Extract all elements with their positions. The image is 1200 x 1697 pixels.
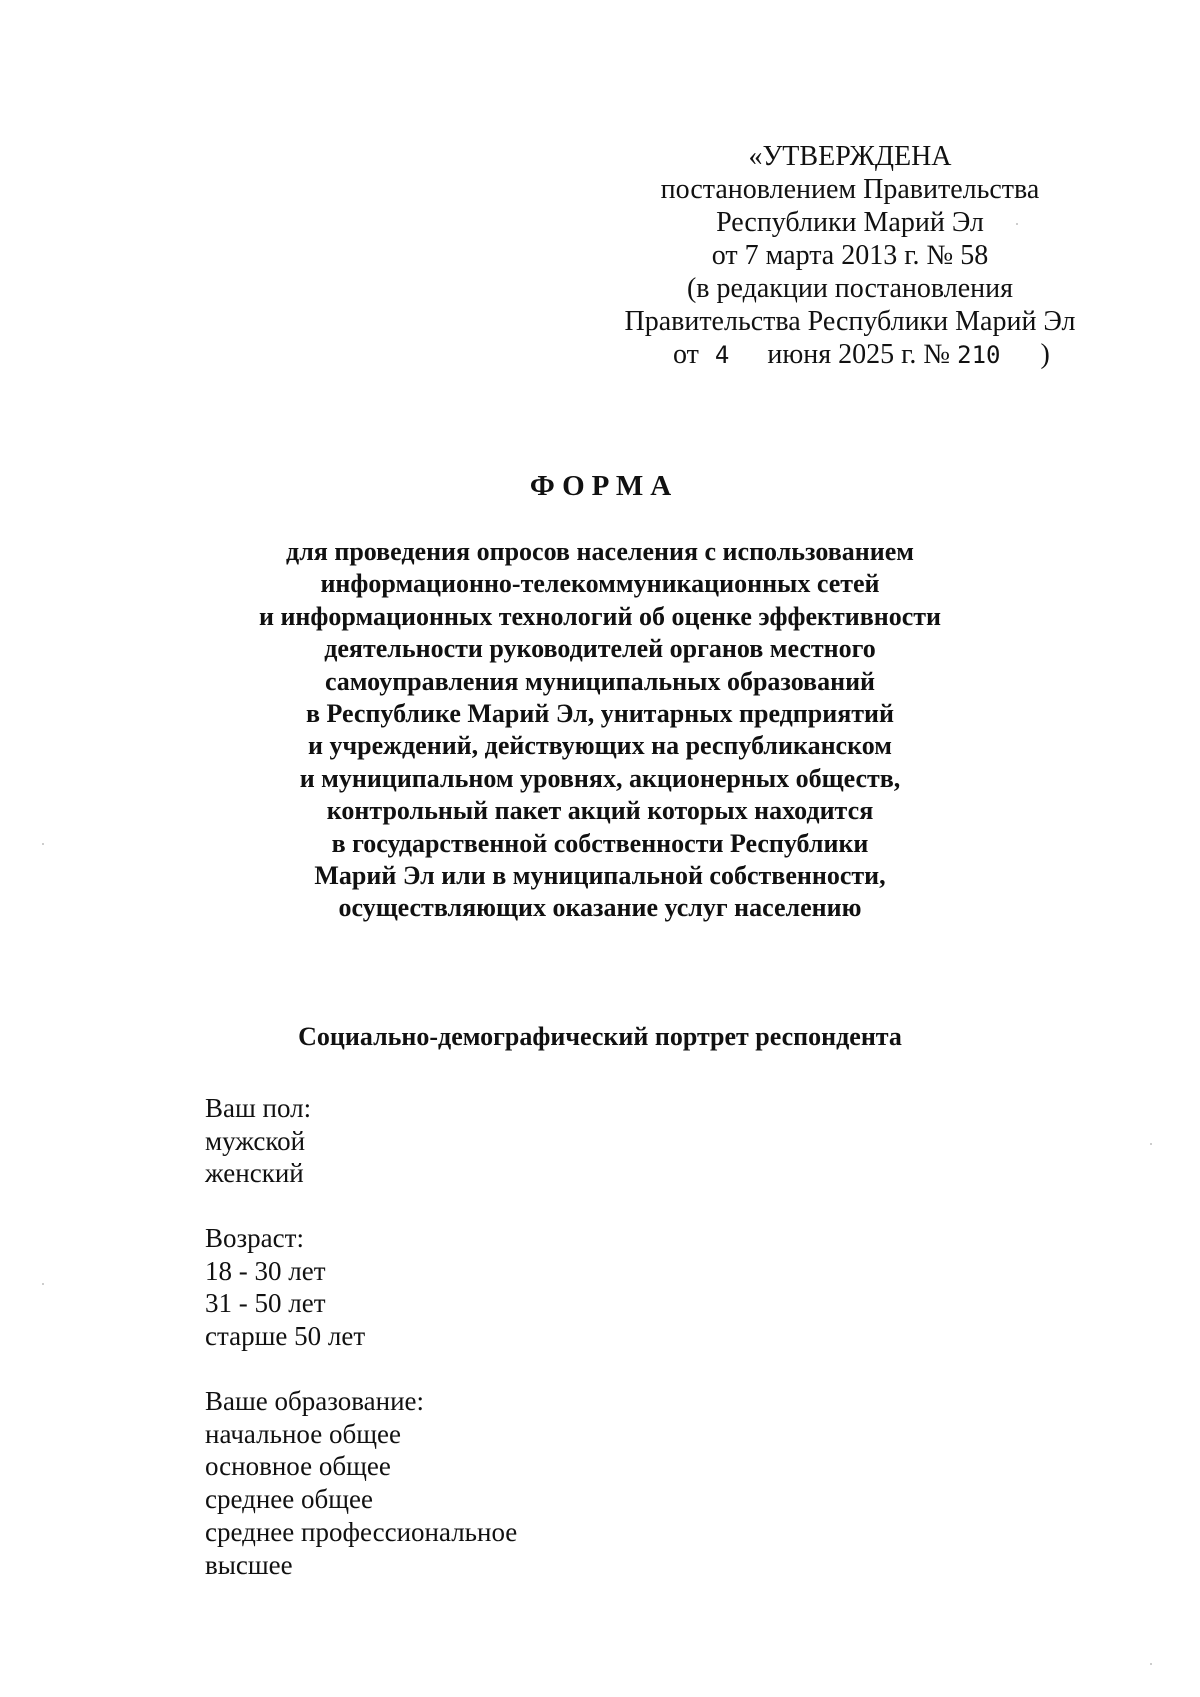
approval-stamp-block: [600, 140, 1100, 372]
subtitle-line: в Республике Марий Эл, унитарных предприятий: [305, 699, 895, 729]
subtitle-line: в государственной собственности Республики: [331, 828, 869, 858]
answer-option: основное общее: [205, 1451, 391, 1482]
subtitle-line: деятельности руководителей органов местного: [324, 634, 876, 664]
approval-line: «УТВЕРЖДЕНА: [748, 141, 952, 172]
scan-speck: [42, 1283, 44, 1285]
answer-option: женский: [205, 1158, 304, 1189]
question-age: [205, 1222, 365, 1353]
subtitle-line: и учреждений, действующих на республиканском: [308, 731, 892, 761]
section-heading: Социально-демографический портрет респондента: [298, 1022, 902, 1051]
approval-line: постановлением Правительства: [660, 174, 1040, 205]
answer-option: начальное общее: [205, 1418, 401, 1449]
approval-line: от 7 марта 2013 г. № 58: [711, 240, 989, 271]
scan-speck: [1150, 1143, 1152, 1145]
subtitle-line: и муниципальном уровнях, акционерных обществ,: [299, 763, 901, 793]
form-subtitle: [150, 536, 1050, 925]
question-label: Ваше образование:: [205, 1386, 425, 1416]
scan-speck: [42, 843, 44, 845]
subtitle-line: для проведения опросов населения с использованием: [286, 537, 914, 566]
scan-speck: [1150, 1663, 1152, 1665]
subtitle-line: и информационных технологий об оценке эффективности: [258, 601, 942, 631]
answer-option: старше 50 лет: [205, 1321, 366, 1352]
question-education: [205, 1385, 517, 1581]
approval-line: Республики Марий Эл: [716, 207, 984, 238]
question-label: Ваш пол:: [205, 1093, 312, 1123]
answer-option: 31 - 50 лет: [205, 1288, 326, 1319]
doc-number: 210: [957, 341, 1001, 369]
scan-speck: [1016, 223, 1018, 225]
date-day: 4: [714, 341, 730, 369]
closing-paren: ): [1040, 339, 1050, 370]
subtitle-line: информационно-телекоммуникационных сетей: [320, 569, 880, 599]
answer-option: среднее общее: [205, 1484, 374, 1515]
subtitle-line: Марий Эл или в муниципальной собственности,: [314, 861, 886, 891]
subtitle-line: самоуправления муниципальных образований: [324, 666, 876, 696]
approval-line: Правительства Республики Марий Эл: [624, 306, 1076, 337]
date-month-year: июня 2025 г. №: [767, 339, 951, 370]
subtitle-line: осуществляющих оказание услуг населению: [338, 893, 862, 923]
approval-line: (в редакции постановления: [686, 273, 1014, 304]
answer-option: мужской: [205, 1125, 306, 1156]
answer-option: среднее профессиональное: [205, 1516, 518, 1547]
question-gender: [205, 1092, 311, 1190]
amendment-date-line: [600, 338, 1100, 372]
answer-option: высшее: [205, 1549, 293, 1580]
subtitle-line: контрольный пакет акций которых находится: [326, 796, 874, 826]
question-label: Возраст:: [205, 1223, 304, 1253]
date-prefix: от: [673, 339, 699, 370]
answer-option: 18 - 30 лет: [205, 1255, 326, 1286]
form-title: ФОРМА: [529, 470, 679, 502]
